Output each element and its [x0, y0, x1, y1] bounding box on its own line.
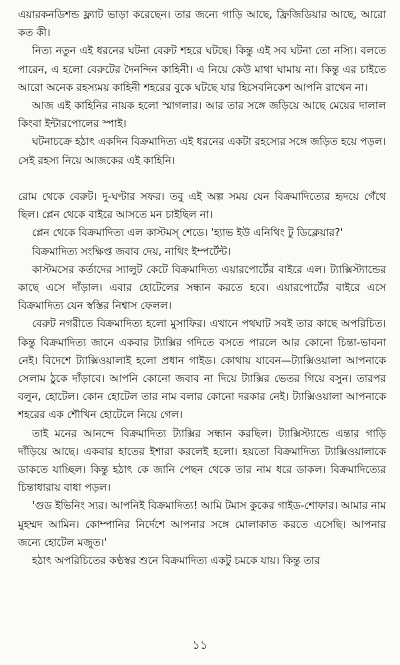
paragraph-10: তাই মনের আনন্দে বিক্রমাদিত্য ট্যাক্সির সন্ধান করছিল। ট্যাক্সিস্ট্যান্ডে এন্তার গাড়ি দাঁড়িয়ে আছে। একবার হাতের ইশারা করলেই হলো। হয়তো বিক্রমাদিত্য ট্যাক্সিওয়ালাকে ডাকতে যাচ্ছিল। কিন্তু হঠাৎ কে জানি পেছন থেকে তার নাম ধরে ডাকল। বিক্রমাদিত্যের চিন্তাধারায় বাধা পড়ল। — [18, 427, 386, 495]
paragraph-4: ঘটনাচক্রে হঠাৎ একদিন বিক্রমাদিত্য এই ধরনের একটা রহস্যের সঙ্গে জড়িত হয়ে পড়ল। সেই রহস্য নিয়ে আজকের এই কাহিনি। — [18, 136, 386, 167]
paragraph-12: হঠাৎ অপরিচিতের কণ্ঠস্বর শুনে বিক্রমাদিত্য একটু চমকে যায়। কিন্তু তার — [32, 555, 321, 568]
paragraph-9: বেরুট নগরীতে বিক্রমাদিত্য হলো মুসাফির। এখানে পথঘাট সবই তার কাছে অপরিচিত। কিন্তু বিক্রমাদিত্য জানে একবার ট্যাক্সির গদিতে বসতে পারলে আর কোনো চিন্তা-ভাবনা নেই। বিদেশে ট্যাক্সিওয়ালাই হলো প্রধান গাইড। কোথায় যাবেন—ট্যাক্সিওয়ালা আপনাকে সেলাম ঠুকে দাঁড়াবে। আপনি কোনো জবাব না দিয়ে ট্যাক্সির ভেতর গিয়ে বসুন। তারপর বলুন, হোটেল। কোন হোটেল তার নাম বলার কোনো দরকার নেই। ট্যাক্সিওয়ালা আপনাকে শহরের এক শৌখিন হোটেলে নিয়ে গেল। — [18, 318, 386, 422]
page-number: ১১ — [192, 638, 208, 652]
paragraph-5: রোম থেকে বেরুট। দু-ঘণ্টার সফর। তবু এই অল্প সময় যেন বিক্রমাদিত্যের হৃদয়ে গেঁথে ছিল। প্লেন থেকে বাইরে আসতে মন চাইছিল না। — [18, 191, 386, 222]
paragraph-3: আজ এই কাহিনির নায়ক হলো স্মাগলার। আর তার সঙ্গে জড়িয়ে আছে মেয়ের দালাল কিংবা ইন্টারপোলের স্পাই। — [18, 100, 386, 131]
paragraph-7: বিক্রমাদিত্য সংক্ষিপ্ত জবাব দেয়, নাথিং ইম্পর্টেন্ট। — [32, 245, 231, 258]
paragraph-1: এয়ারকনডিশন্ড ফ্ল্যাট ভাড়া করেছেন। তার জন্যে গাড়ি আছে, ফ্রিজিডিয়ার আছে, আরো কত কী। — [18, 9, 386, 40]
page-body — [18, 6, 386, 570]
paragraph-6: প্লেন থেকে বিক্রমাদিত্য এল কাস্টমস্‌ শেডে। 'হ্যাভ ইউ এনিথিং টু ডিক্লেয়ার?' — [32, 227, 343, 240]
paragraph-2: নিত্য নতুন এই ধরনের ঘটনা বেরুট শহরে ঘটছে। কিন্তু এই সব ঘটনা তো নস্যি। বলতে পারেন, এ হলো বেরুটের দৈনন্দিন কাহিনী। এ নিয়ে কেউ মাথা ঘামায় না। কিন্তু এর চাইতে আরো অনেক রহস্যময় কাহিনী শহরের বুকে ঘটছে যার হিসেবনিকেশ আপনি রাখেন না। — [18, 45, 386, 94]
paragraph-11: 'গুড ইভিনিং স্যর। আপনিই বিক্রমাদিত্য! আমি টমাস কুকের গাইড-শোফার। আমার নাম মুহম্মদ আমিন। কোম্পানির নির্দেশে আপনার সঙ্গে মোলাকাত করতে এসেছি। আপনার জন্যে হোটেল মজুত।' — [18, 500, 386, 549]
paragraph-8: কাস্টমসের কর্তাদের স্যালুট কেটে বিক্রমাদিত্য এয়ারপোর্টের বাইরে এল। ট্যাক্সিস্ট্যান্ডের কাছে এসে দাঁড়াল। এবার হোটেলের সন্ধান করতে হবে। এয়ারপোর্টের বাইরে এসে বিক্রমাদিত্য যেন স্বস্তির নিশ্বাস ফেলল। — [18, 263, 386, 313]
section-break — [18, 170, 386, 188]
